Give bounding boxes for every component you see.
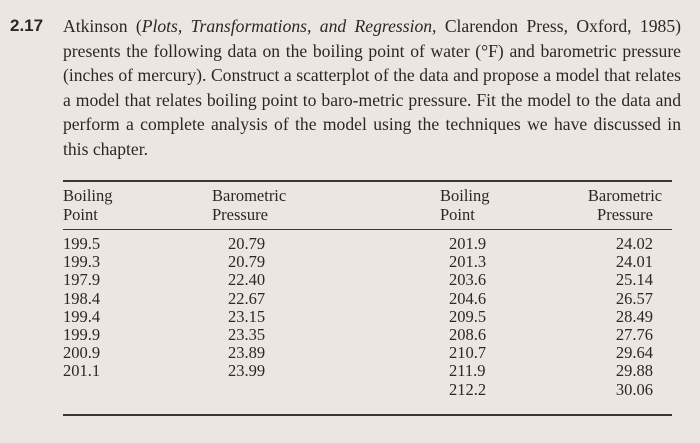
- problem-author: Atkinson (: [63, 16, 142, 36]
- table-cell: 208.6: [449, 325, 487, 345]
- problem-body: Clarendon Press, Oxford, 1985) presents the following data on the boiling point of water (°F) and barometric pressure (inches of mercury). Construct a scatterplot of the data and propose a model that relates a model that relates boiling point to baro-metric pressure. Fit the model to the data and perform a complete analysis of the model using the techniques we have discussed in this chapter.: [63, 16, 681, 159]
- table-cell: 30.06: [615, 379, 653, 399]
- table-cell: 25.14: [615, 270, 653, 290]
- problem-statement: [63, 14, 681, 161]
- table-cell: 23.99: [228, 361, 266, 381]
- column-right-pressure: [583, 235, 653, 399]
- table-header-rule: [63, 229, 672, 230]
- table-cell: 211.9: [449, 361, 486, 381]
- column-right-boiling: [449, 235, 486, 399]
- table-cell: 209.5: [449, 306, 487, 326]
- header-barometric-pressure-2: Barometric Pressure: [587, 186, 663, 224]
- table-cell: 20.79: [228, 252, 266, 272]
- table-cell: 199.5: [63, 234, 101, 253]
- table-cell: 199.9: [63, 325, 101, 345]
- table-cell: 212.2: [449, 379, 487, 399]
- table-cell: 24.02: [615, 234, 653, 253]
- problem-book-title: Plots, Transformations, and Regression,: [141, 16, 437, 36]
- table-cell: 23.89: [228, 343, 266, 363]
- table-cell: 201.9: [449, 234, 487, 253]
- header-boiling-point-2: Boiling Point: [440, 186, 490, 224]
- table-cell: 201.3: [449, 252, 487, 272]
- table-cell: 29.88: [615, 361, 653, 381]
- table-cell: 22.40: [228, 270, 266, 290]
- column-left-pressure: [228, 235, 265, 381]
- table-cell: 199.4: [63, 306, 101, 326]
- table-cell: 28.49: [615, 306, 653, 326]
- table-cell: 24.01: [615, 252, 653, 272]
- table-cell: 204.6: [449, 288, 487, 308]
- table-cell: 22.67: [228, 288, 266, 308]
- header-barometric-pressure-1: Barometric Pressure: [212, 186, 287, 224]
- header-boiling-point-1: Boiling Point: [63, 186, 113, 224]
- column-left-boiling: [63, 235, 100, 381]
- table-cell: 210.7: [449, 343, 487, 363]
- table-cell: 27.76: [615, 325, 653, 345]
- table-cell: 200.9: [63, 343, 101, 363]
- table-cell: 23.35: [228, 325, 266, 345]
- table-cell: 23.15: [228, 306, 266, 326]
- table-top-rule: [63, 180, 672, 182]
- table-cell: 198.4: [63, 288, 101, 308]
- table-cell: 26.57: [615, 288, 653, 308]
- problem-number: 2.17: [10, 16, 44, 35]
- table-cell: 20.79: [228, 234, 266, 253]
- table-cell: 29.64: [615, 343, 653, 363]
- table-cell: 203.6: [449, 270, 487, 290]
- table-bottom-rule: [63, 414, 672, 416]
- table-cell: 197.9: [63, 270, 101, 290]
- table-cell: 201.1: [63, 361, 101, 381]
- table-cell: 199.3: [63, 252, 101, 272]
